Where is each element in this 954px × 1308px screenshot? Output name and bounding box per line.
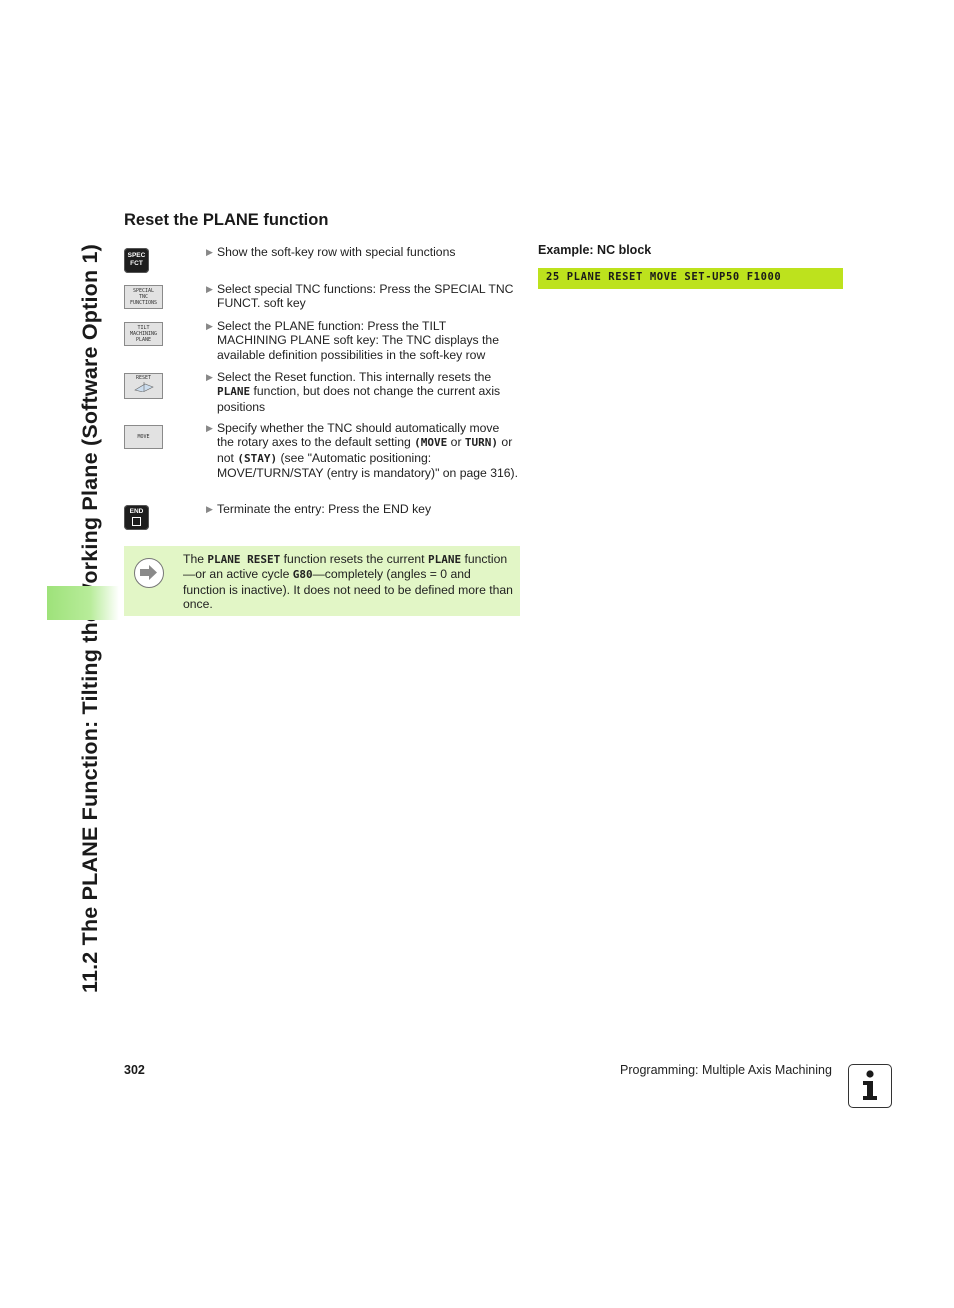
step-text: Specify whether the TNC should automatically move the rotary axes to the default setting (MOVE or TURN) or not (STAY) (see "Automatic positioning: MOVE/TURN/STAY (entry is mandatory)" on page 316). xyxy=(217,421,518,481)
page-number: 302 xyxy=(124,1063,145,1077)
step-text: Terminate the entry: Press the END key xyxy=(217,502,432,516)
tilt-machining-plane-softkey-icon[interactable]: TILT MACHINING PLANE xyxy=(124,322,163,346)
tilted-plane-icon xyxy=(133,382,155,392)
nc-block-code: 25 PLANE RESET MOVE SET-UP50 F1000 xyxy=(538,268,843,289)
bullet-arrow-icon: ▶ xyxy=(206,423,213,433)
bullet-arrow-icon: ▶ xyxy=(206,372,213,382)
note-box xyxy=(124,546,520,616)
spec-fct-key-icon[interactable]: SPEC FCT xyxy=(124,248,149,273)
chapter-tab-marker xyxy=(47,586,119,620)
arrow-right-icon xyxy=(134,558,164,588)
step-text: Select the Reset function. This internally resets the PLANE function, but does not change the current axis positions xyxy=(217,370,501,414)
special-tnc-functions-softkey-icon[interactable]: SPECIAL TNC FUNCTIONS xyxy=(124,285,163,309)
example-label: Example: NC block xyxy=(538,243,652,257)
step-text: Show the soft-key row with special functions xyxy=(217,245,456,259)
end-key-icon[interactable]: END xyxy=(124,505,149,530)
code-plane: PLANE xyxy=(217,385,251,399)
bullet-arrow-icon: ▶ xyxy=(206,321,213,331)
bullet-arrow-icon: ▶ xyxy=(206,504,213,514)
note-text: The PLANE RESET function resets the current PLANE function—or an active cycle G80—completely (angles = 0 and function is inactive). It does not need to be defined more than once. xyxy=(183,552,513,612)
step-text: Select the PLANE function: Press the TILT MACHINING PLANE soft key: The TNC displays the available definition possibilities in the soft-key row xyxy=(217,319,499,362)
move-softkey-icon[interactable]: MOVE xyxy=(124,425,163,449)
info-icon xyxy=(848,1064,892,1108)
step-text: Select special TNC functions: Press the SPECIAL TNC FUNCT. soft key xyxy=(217,282,514,311)
reset-softkey-icon[interactable]: RESET xyxy=(124,373,163,399)
section-title: Reset the PLANE function xyxy=(124,211,329,229)
end-key-square-icon xyxy=(132,517,141,526)
bullet-arrow-icon: ▶ xyxy=(206,284,213,294)
footer-chapter-title: Programming: Multiple Axis Machining xyxy=(620,1063,832,1077)
bullet-arrow-icon: ▶ xyxy=(206,247,213,257)
